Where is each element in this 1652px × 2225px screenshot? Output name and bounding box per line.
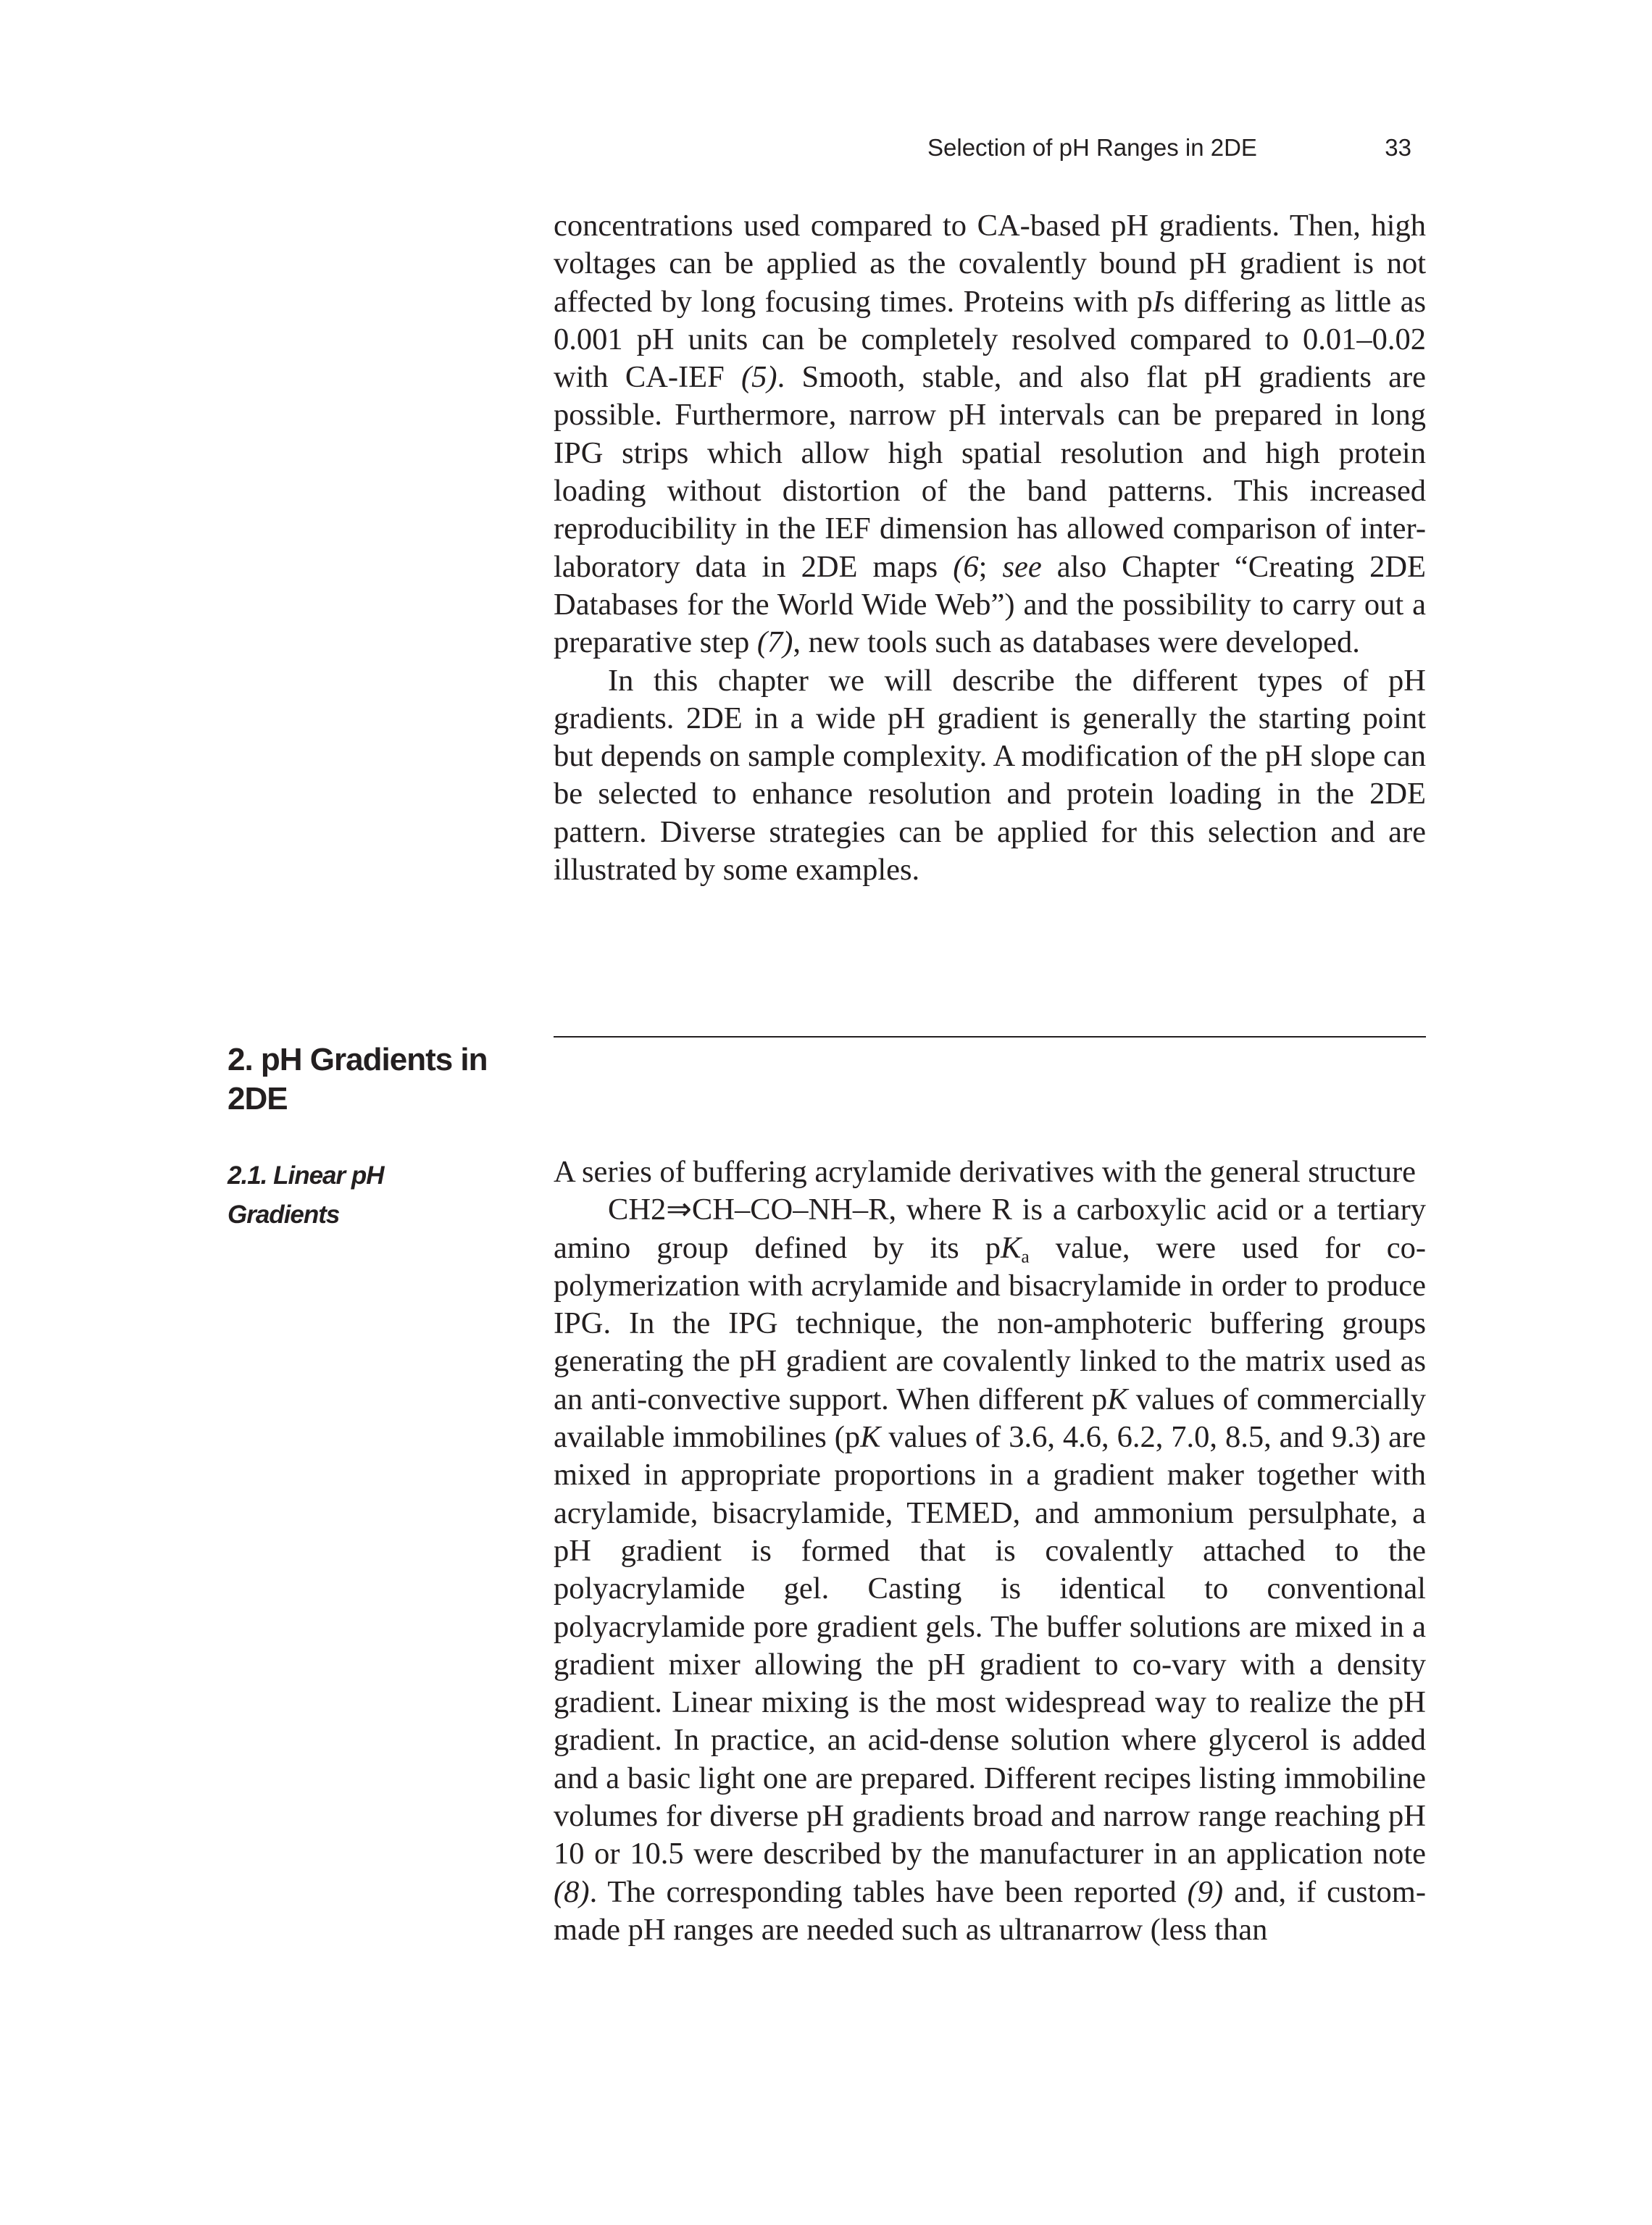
citation: (9) <box>1187 1874 1224 1909</box>
linear-gradients-text-column <box>554 1153 1426 1949</box>
citation: (5) <box>741 360 777 395</box>
text-span: . Smooth, stable, and also flat pH gradients are possible. Furthermore, narrow pH intervals can be prepared in long IPG strips which allow high spatial resolution and high protein loading without distortion of the band patterns. This increased reproducibility in the IEF dimension has allowed comparison of inter-laboratory data in 2DE maps <box>554 360 1427 584</box>
section-divider <box>554 1036 1426 1038</box>
running-title: Selection of pH Ranges in 2DE <box>927 134 1257 161</box>
citation: (7) <box>756 625 793 660</box>
text-span: . The corresponding tables have been reported <box>589 1874 1188 1909</box>
text-span: values of 3.6, 4.6, 6.2, 7.0, 8.5, and 9.3) are mixed in appropriate proportions in a gradient maker together with acrylamide, bisacrylamide, TEMED, and ammonium persulphate, a pH gradient is formed that is covalently attached to the polyacrylamide gel. Casting is identical to conventional polyacrylamide pore gradient gels. The buffer solutions are mixed in a gradient mixer allowing the pH gradient to co-vary with a density gradient. Linear mixing is the most widespread way to realize the pH gradient. In practice, an acid-dense solution where glycerol is added and a basic light one are prepared. Different recipes listing immobiline volumes for diverse pH gradients broad and narrow range reaching pH 10 or 10.5 were described by the manufacturer in an application note <box>554 1420 1427 1871</box>
text-span: CH2⇒CH–CO–NH–R, where R is a carboxylic acid or a tertiary amino group defined by its p <box>554 1193 1426 1265</box>
section-heading: 2. pH Gradients in 2DE <box>228 1042 488 1116</box>
italic-symbol: K <box>1001 1230 1022 1265</box>
citation: (6 <box>953 549 979 584</box>
intro-text-column <box>554 207 1426 889</box>
italic-symbol: K <box>1107 1382 1128 1416</box>
text-span: value, were used for co-polymerization with acrylamide and bisacrylamide in order to produce IPG. In the IPG technique, the non-amphoteric buffering groups generating the pH gradient are covalently linked to the matrix used as an anti-convective support. When different p <box>554 1230 1426 1416</box>
text-span: , new tools such as databases were developed. <box>793 625 1360 660</box>
intro-paragraph-1 <box>554 207 1426 662</box>
subscript: a <box>1021 1245 1030 1266</box>
page-number: 33 <box>1385 134 1411 161</box>
intro-paragraph-2: In this chapter we will describe the different types of pH gradients. 2DE in a wide pH gradient is generally the starting point but depends on sample complexity. A modification of the pH slope can be selected to enhance resolution and protein loading in the 2DE pattern. Diverse strategies can be applied for this selection and are illustrated by some examples. <box>554 663 1426 888</box>
text-span: ; <box>978 549 1003 584</box>
citation: (8) <box>554 1874 590 1909</box>
text-span: and, if custom-made pH ranges are needed such as ultranarrow (less than <box>554 1874 1426 1947</box>
italic-symbol: I <box>1152 284 1163 319</box>
linear-paragraph-2 <box>554 1191 1426 1949</box>
subsection-heading: 2.1. Linear pH Gradients <box>228 1161 384 1229</box>
text-span: also Chapter “Creating 2DE Databases for the World Wide Web”) and the possibility to carry out a preparative step <box>554 549 1426 660</box>
italic-symbol: K <box>860 1420 881 1455</box>
text-span: s differing as little as 0.001 pH units can be completely resolved compared to 0.01–0.02 with CA-IEF <box>554 284 1426 395</box>
linear-paragraph-1: A series of buffering acrylamide derivatives with the general structure <box>554 1155 1416 1189</box>
see-reference: see <box>1002 549 1042 584</box>
text-span: values of commercially available immobilines (p <box>554 1382 1426 1455</box>
running-head <box>920 128 1420 168</box>
text-span: concentrations used compared to CA-based pH gradients. Then, high voltages can be applied as the covalently bound pH gradient is not affected by long focusing times. Proteins with p <box>554 209 1426 319</box>
